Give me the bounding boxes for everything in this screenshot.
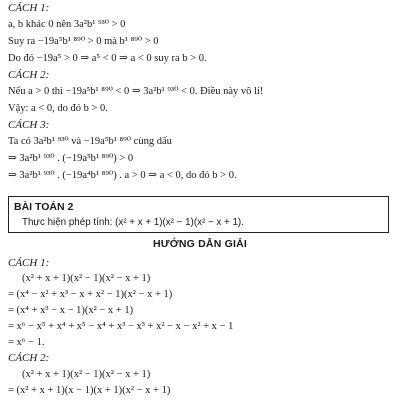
part2-method-2-line: (x² + x + 1)(x² − 1)(x² − x + 1) xyxy=(22,369,151,380)
part2-method-1-line: = (x⁴ + x³ − x − 1)(x² − x + 1) xyxy=(8,305,134,316)
part2-method-1-line: = x⁶ − x⁵ + x⁴ + x⁵ − x⁴ + x³ − x³ + x² − x − x² + x − 1 xyxy=(8,321,234,332)
method-1-line: Do đó −19a⁵ > 0 ⇒ a⁵ < 0 ⇒ a < 0 suy ra b > 0. xyxy=(8,53,207,64)
method-1-line: Suy ra −19a⁵b¹ ⁸⁹⁰ > 0 mà b¹ ⁸⁹⁰ > 0 xyxy=(8,36,159,47)
method-2-line: Vậy: a < 0, do đó b > 0. xyxy=(8,103,108,114)
method-1-line: a, b khác 0 nên 3a²b¹ ⁹³⁰ > 0 xyxy=(8,19,126,30)
method-3-line: ⇒ 3a²b¹ ⁹³⁰ . (−19a⁵b¹ ⁸⁹⁰) > 0 xyxy=(8,153,134,164)
solution-title: HƯỚNG DẪN GIẢI xyxy=(153,238,247,250)
problem-title: BÀI TOÁN 2 xyxy=(14,201,74,213)
part2-method-1-heading: CÁCH 1: xyxy=(8,257,50,269)
part2-method-1-line: (x² + x + 1)(x² − 1)(x² − x + 1) xyxy=(22,273,151,284)
method-1-heading: CÁCH 1: xyxy=(8,2,50,14)
problem-box xyxy=(8,196,389,233)
part2-method-1-line: = (x⁴ − x² + x³ − x + x² − 1)(x² − x + 1) xyxy=(8,289,173,300)
method-3-heading: CÁCH 3: xyxy=(8,119,50,131)
problem-text: Thực hiện phép tính: (x² + x + 1)(x² − 1)(x² − x + 1). xyxy=(22,217,244,228)
method-3-line: ⇒ 3a²b¹ ⁹³⁰ . (−19a⁴b¹ ⁸⁹⁰) . a > 0 ⇒ a < 0, do đó b > 0. xyxy=(8,170,237,181)
part2-method-2-heading: CÁCH 2: xyxy=(8,352,50,364)
method-3-line: Ta có 3a²b¹ ⁹³⁰ và −19a⁵b¹ ⁸⁹⁰ cùng dấu xyxy=(8,136,172,147)
part2-method-1-line: = x⁶ − 1. xyxy=(8,337,45,348)
method-2-line: Nếu a > 0 thì −19a⁵b¹ ⁸⁹⁰ < 0 ⇒ 3a²b¹ ⁹³⁰ < 0. Điều này vô lí! xyxy=(8,86,264,97)
part2-method-2-line: = (x² + x + 1)(x − 1)(x + 1)(x² − x + 1) xyxy=(8,385,171,396)
method-2-heading: CÁCH 2: xyxy=(8,69,50,81)
